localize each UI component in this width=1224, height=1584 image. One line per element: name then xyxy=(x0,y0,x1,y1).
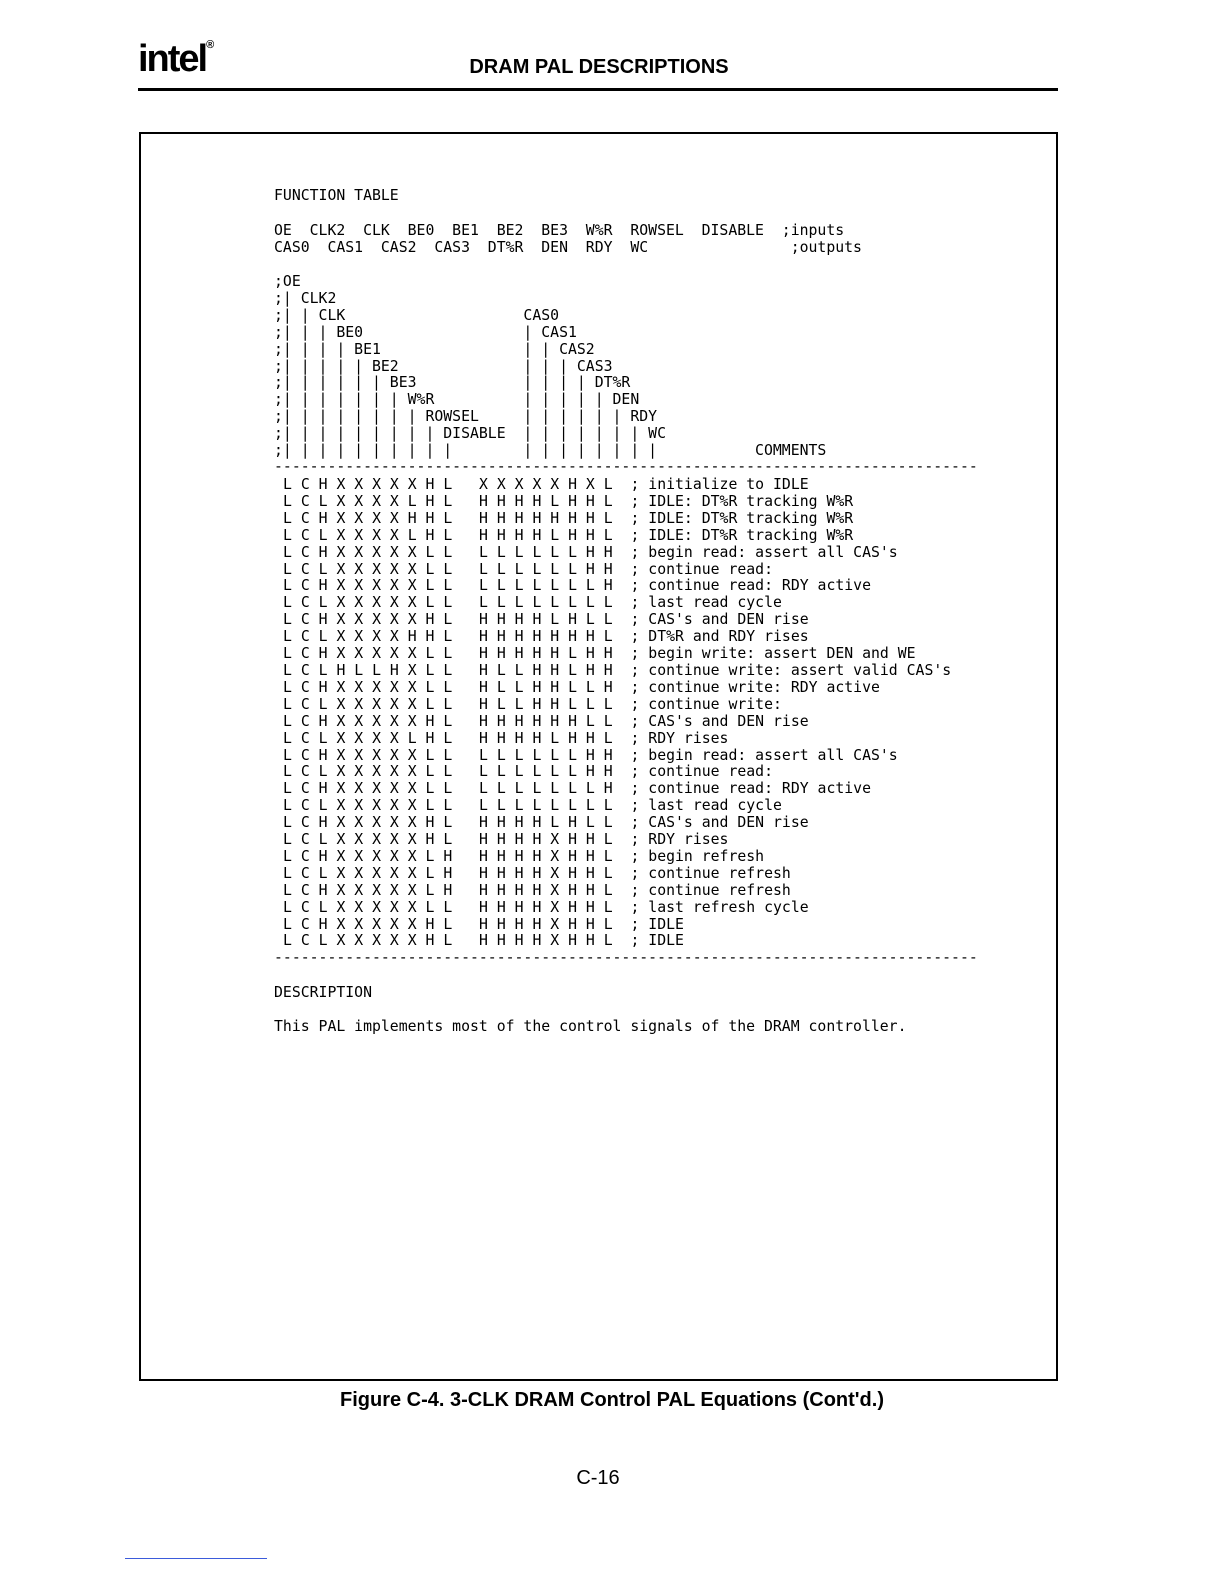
row-inputs: L C L X X X X X H L xyxy=(283,831,453,849)
row-comment: continue read: xyxy=(648,560,773,578)
row-outputs: L L L L L L H H xyxy=(479,763,613,781)
row-inputs: L C H X X X X X H L xyxy=(283,814,453,832)
table-row: L C L X X X X X L L L L L L L L H H ; continue read: xyxy=(283,763,773,781)
table-row: L C L X X X X L H L H H H H L H H L ; IDLE: DT%R tracking W%R xyxy=(283,492,854,510)
table-row: L C L X X X X X L L L L L L L L L L ; last read cycle xyxy=(283,797,782,815)
row-outputs: H H H H X H H L xyxy=(479,932,613,950)
row-comment: continue read: xyxy=(648,763,773,781)
footer-rule xyxy=(125,1558,267,1559)
header-rule xyxy=(138,88,1058,91)
function-table-rows xyxy=(283,477,951,950)
description-text: This PAL implements most of the control signals of the DRAM controller. xyxy=(274,1018,907,1035)
row-comment: continue write: assert valid CAS's xyxy=(648,661,952,679)
row-comment: continue refresh xyxy=(648,881,791,899)
row-comment: IDLE: DT%R tracking W%R xyxy=(648,509,854,527)
io-declarations xyxy=(274,223,862,257)
row-inputs: L C H X X X X X L L xyxy=(283,746,453,764)
table-row: L C L X X X X X H L H H H H X H H L ; RDY rises xyxy=(283,831,729,849)
row-comment: CAS's and DEN rise xyxy=(648,712,809,730)
table-row: L C H X X X X X L L L L L L L L H H ; begin read: assert all CAS's xyxy=(283,543,898,561)
table-row: L C H X X X X X L L H L L H H L L H ; continue write: RDY active xyxy=(283,678,880,696)
column-header xyxy=(274,274,826,460)
table-row: L C L H L L H X L L H L L H H L H H ; continue write: assert valid CAS's xyxy=(283,661,952,679)
table-row: L C H X X X X X L L L L L L L L L H ; continue read: RDY active xyxy=(283,780,871,798)
row-outputs: H L L H H L L L xyxy=(479,695,613,713)
table-row: L C L X X X X X L H H H H H X H H L ; continue refresh xyxy=(283,864,791,882)
row-comment: initialize to IDLE xyxy=(648,476,809,493)
table-row: L C H X X X X H H L H H H H H H H L ; IDLE: DT%R tracking W%R xyxy=(283,509,854,527)
table-row: L C H X X X X X L H H H H H X H H L ; continue refresh xyxy=(283,881,791,899)
page-number: C-16 xyxy=(576,1467,620,1489)
row-comment: last read cycle xyxy=(648,797,782,815)
row-outputs: H H H H L H H L xyxy=(479,492,613,510)
row-comment: RDY rises xyxy=(648,729,729,747)
row-comment: last refresh cycle xyxy=(648,898,809,916)
row-inputs: L C L X X X X X L L xyxy=(283,560,453,578)
table-row: L C L X X X X X L L L L L L L L H H ; continue read: xyxy=(283,560,773,578)
row-outputs: H H H H H H L L xyxy=(479,712,613,730)
row-inputs: L C H X X X X X L L xyxy=(283,780,453,798)
row-comment: IDLE: DT%R tracking W%R xyxy=(648,492,854,510)
inputs-line: OE CLK2 CLK BE0 BE1 BE2 BE3 W%R ROWSEL DISABLE ;inputs xyxy=(274,222,845,239)
row-outputs: H L L H H L L H xyxy=(479,678,613,696)
row-inputs: L C H X X X X X H L xyxy=(283,476,453,493)
row-outputs: H H H H H H H L xyxy=(479,509,613,527)
row-inputs: L C L X X X X L H L xyxy=(283,526,453,544)
table-row: L C L X X X X L H L H H H H L H H L ; RDY rises xyxy=(283,729,729,747)
row-inputs: L C H X X X X X H L xyxy=(283,611,453,629)
column-header-line: ;| | | | | | | | | DISABLE | | | | | | | WC xyxy=(274,425,666,443)
row-inputs: L C H X X X X X L L xyxy=(283,645,453,663)
row-comment: IDLE xyxy=(648,932,684,950)
page-title: DRAM PAL DESCRIPTIONS xyxy=(469,56,729,78)
row-outputs: L L L L L L L L xyxy=(479,594,613,612)
column-header-line: ;| | | | | | BE3 | | | | DT%R xyxy=(274,374,631,392)
table-row: L C H X X X X X L L L L L L L L L H ; continue read: RDY active xyxy=(283,577,871,595)
column-header-line: ;| | | | | | | | ROWSEL | | | | | | RDY xyxy=(274,408,658,426)
row-outputs: L L L L L L L L xyxy=(479,797,613,815)
table-row: L C L X X X X L H L H H H H L H H L ; IDLE: DT%R tracking W%R xyxy=(283,526,854,544)
table-row: L C L X X X X X L L L L L L L L L L ; last read cycle xyxy=(283,594,782,612)
column-header-line: ;| | | | | | | | | | | | | | | | | | COMMENTS xyxy=(274,442,827,460)
row-comment: begin read: assert all CAS's xyxy=(648,746,898,764)
row-inputs: L C L X X X X X L L xyxy=(283,594,453,612)
row-comment: continue write: xyxy=(648,695,782,713)
row-comment: DT%R and RDY rises xyxy=(648,628,809,646)
row-outputs: H H H H L H H L xyxy=(479,729,613,747)
table-row: L C L X X X X X L L H H H H X H H L ; last refresh cycle xyxy=(283,898,809,916)
row-inputs: L C L X X X X X H L xyxy=(283,932,453,950)
logo-text: intel xyxy=(138,38,207,80)
row-outputs: L L L L L L H H xyxy=(479,746,613,764)
row-outputs: H H H H L H L L xyxy=(479,814,613,832)
column-header-line: ;| | | | | BE2 | | | CAS3 xyxy=(274,357,613,375)
row-outputs: H H H H X H H L xyxy=(479,915,613,933)
row-comment: IDLE xyxy=(648,915,684,933)
table-row: L C H X X X X X H L X X X X X H X L ; initialize to IDLE xyxy=(283,476,809,493)
table-rule-bottom: ------------------------------------------------------------------------------- xyxy=(274,949,978,966)
row-comment: begin read: assert all CAS's xyxy=(648,543,898,561)
row-inputs: L C L X X X X L H L xyxy=(283,492,453,510)
row-comment: continue refresh xyxy=(648,864,791,882)
row-outputs: H H H H X H H L xyxy=(479,831,613,849)
row-inputs: L C L X X X X X L L xyxy=(283,695,453,713)
row-outputs: H L L H H L H H xyxy=(479,661,613,679)
column-header-line: ;| CLK2 xyxy=(274,289,337,307)
row-outputs: H H H H X H H L xyxy=(479,864,613,882)
table-row: L C H X X X X X H L H H H H L H L L ; CAS's and DEN rise xyxy=(283,611,809,629)
row-comment: IDLE: DT%R tracking W%R xyxy=(648,526,854,544)
row-inputs: L C L X X X X X L H xyxy=(283,864,453,882)
row-inputs: L C H X X X X X L H xyxy=(283,881,453,899)
table-row: L C H X X X X X H L H H H H L H L L ; CAS's and DEN rise xyxy=(283,814,809,832)
row-comment: CAS's and DEN rise xyxy=(648,814,809,832)
row-inputs: L C H X X X X X L H xyxy=(283,847,453,865)
row-inputs: L C L X X X X X L L xyxy=(283,763,453,781)
row-comment: CAS's and DEN rise xyxy=(648,611,809,629)
row-inputs: L C L X X X X L H L xyxy=(283,729,453,747)
column-header-line: ;| | | | | | | W%R | | | | | DEN xyxy=(274,391,640,409)
row-outputs: H H H H H H H L xyxy=(479,628,613,646)
table-row: L C L X X X X X H L H H H H X H H L ; IDLE xyxy=(283,932,684,950)
row-outputs: H H H H X H H L xyxy=(479,881,613,899)
outputs-line: CAS0 CAS1 CAS2 CAS3 DT%R DEN RDY WC ;outputs xyxy=(274,238,862,256)
row-comment: continue read: RDY active xyxy=(648,780,871,798)
row-inputs: L C H X X X X X L L xyxy=(283,543,453,561)
table-row: L C H X X X X X H L H H H H H H L L ; CAS's and DEN rise xyxy=(283,712,809,730)
row-inputs: L C H X X X X X L L xyxy=(283,577,453,595)
table-rule-top: ------------------------------------------------------------------------------- xyxy=(274,458,978,475)
row-inputs: L C L X X X X X L L xyxy=(283,797,453,815)
row-comment: last read cycle xyxy=(648,594,782,612)
row-inputs: L C L H L L H X L L xyxy=(283,661,453,679)
row-outputs: L L L L L L L H xyxy=(479,780,613,798)
registered-mark: ® xyxy=(206,39,215,51)
table-row: L C L X X X X H H L H H H H H H H L ; DT%R and RDY rises xyxy=(283,628,809,646)
row-outputs: H H H H X H H L xyxy=(479,847,613,865)
column-header-line: ;| | | BE0 | CAS1 xyxy=(274,323,577,341)
row-outputs: L L L L L L H H xyxy=(479,543,613,561)
column-header-line: ;| | | | BE1 | | CAS2 xyxy=(274,340,595,358)
row-inputs: L C L X X X X X L L xyxy=(283,898,453,916)
row-outputs: H H H H H L H H xyxy=(479,645,613,663)
description-heading: DESCRIPTION xyxy=(274,984,372,1001)
row-inputs: L C H X X X X X H L xyxy=(283,712,453,730)
row-comment: begin refresh xyxy=(648,847,765,865)
row-outputs: H H H H L H H L xyxy=(479,526,613,544)
table-row: L C H X X X X X L L H H H H H L H H ; begin write: assert DEN and WE xyxy=(283,645,916,663)
row-comment: begin write: assert DEN and WE xyxy=(648,645,916,663)
row-comment: RDY rises xyxy=(648,831,729,849)
row-inputs: L C H X X X X H H L xyxy=(283,509,453,527)
row-outputs: H H H H X H H L xyxy=(479,898,613,916)
row-outputs: H H H H L H L L xyxy=(479,611,613,629)
row-comment: continue write: RDY active xyxy=(648,678,880,696)
row-inputs: L C L X X X X H H L xyxy=(283,628,453,646)
row-outputs: L L L L L L H H xyxy=(479,560,613,578)
row-inputs: L C H X X X X X H L xyxy=(283,915,453,933)
column-header-line: ;| | CLK CAS0 xyxy=(274,306,560,324)
row-comment: continue read: RDY active xyxy=(648,577,871,595)
row-outputs: X X X X X H X L xyxy=(479,476,613,493)
column-header-line: ;OE xyxy=(274,273,301,290)
table-row: L C L X X X X X L L H L L H H L L L ; continue write: xyxy=(283,695,782,713)
table-row: L C H X X X X X H L H H H H X H H L ; IDLE xyxy=(283,915,684,933)
table-row: L C H X X X X X L H H H H H X H H L ; begin refresh xyxy=(283,847,765,865)
figure-caption: Figure C-4. 3-CLK DRAM Control PAL Equations (Cont'd.) xyxy=(340,1389,884,1411)
row-outputs: L L L L L L L H xyxy=(479,577,613,595)
row-inputs: L C H X X X X X L L xyxy=(283,678,453,696)
function-table-title: FUNCTION TABLE xyxy=(274,187,399,204)
table-row: L C H X X X X X L L L L L L L L H H ; begin read: assert all CAS's xyxy=(283,746,898,764)
